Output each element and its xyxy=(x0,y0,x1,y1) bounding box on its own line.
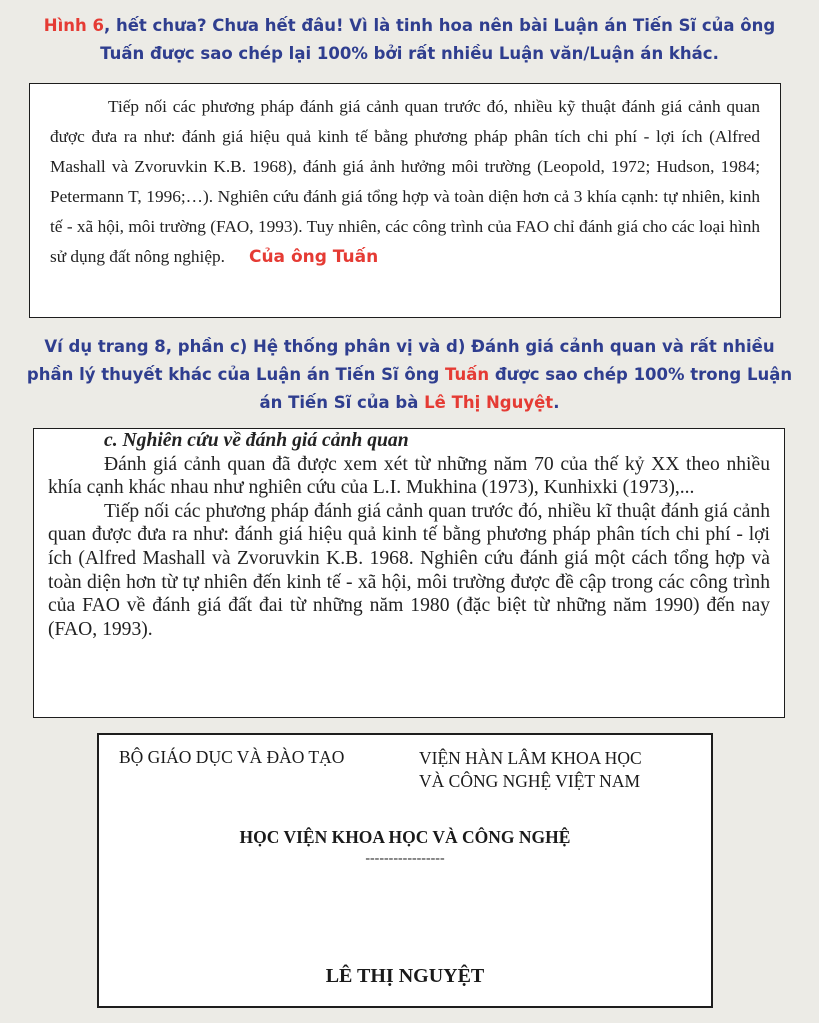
figure-label: Hình 6 xyxy=(43,16,104,35)
author-name: LÊ THỊ NGUYỆT xyxy=(325,965,485,987)
thesis-cover-page xyxy=(97,733,713,1008)
caption-hinh-6 xyxy=(20,12,799,68)
name-nguyet: Lê Thị Nguyệt xyxy=(424,393,554,412)
excerpt-paragraph: Tiếp nối các phương pháp đánh giá cảnh quan trước đó, nhiều kĩ thuật đánh giá cảnh quan được đưa ra như: đánh giá hiệu quả kinh tế bằng phương pháp phân tích chi phí - lợi ích (Alfred Mashall và Zvoruvkin K.B. 1968. Nghiên cứu đánh giá một cách tổng hợp và toàn diện hơn từ tự nhiên đến kinh tế - xã hội, môi trường được đề cập trong các công trình của FAO về đánh giá đất đai từ những năm 1980 (đặc biệt từ những năm 1990) đến nay (FAO, 1993). xyxy=(48,500,770,640)
academy-line: VIỆN HÀN LÂM KHOA HỌC xyxy=(419,748,642,768)
excerpt-body: Tiếp nối các phương pháp đánh giá cảnh quan trước đó, nhiều kỹ thuật đánh giá cảnh quan được đưa ra như: đánh giá hiệu quả kinh tế bằng phương pháp phân tích chi phí - lợi ích (Alfred Mashall và Zvoruvkin K.B. 1968), đánh giá ảnh hưởng môi trường (Leopold, 1972; Hudson, 1984; Petermann T, 1996;…). Nghiên cứu đánh giá tổng hợp và toàn diện hơn cả 3 khía cạnh: tự nhiên, kinh tế - xã hội, môi trường (FAO, 1993). Tuy nhiên, các công trình của FAO chỉ đánh giá cho các loại hình sử dụng đất nông nghiệp. xyxy=(50,97,760,266)
section-heading: c. Nghiên cứu về đánh giá cảnh quan xyxy=(104,430,409,451)
ministry-name: BỘ GIÁO DỤC VÀ ĐÀO TẠO xyxy=(119,747,345,767)
excerpt-paragraph: Đánh giá cảnh quan đã được xem xét từ những năm 70 của thế kỷ XX theo nhiều khía cạnh khác nhau như nghiên cứu của L.I. Mukhina (1973), Kunhixki (1973),... xyxy=(48,453,770,499)
caption-text: , hết chưa? Chưa hết đâu! Vì là tinh hoa nên bài Luận án Tiến Sĩ của ông Tuấn được sao chép lại 100% bởi rất nhiều Luận văn/Luận án khác. xyxy=(100,16,776,63)
name-tuan: Tuấn xyxy=(445,365,490,384)
excerpt-paragraph xyxy=(50,92,760,272)
author-tag: Của ông Tuấn xyxy=(248,247,379,267)
caption-example xyxy=(20,333,799,417)
separator-line: ----------------- xyxy=(365,851,445,866)
academy-name xyxy=(419,747,642,793)
caption-part: . xyxy=(553,393,560,412)
excerpt-nguyet-thesis xyxy=(33,428,785,718)
caption-part: được sao chép 100% trong Luận án Tiến Sĩ của bà xyxy=(259,365,793,412)
institute-name: HỌC VIỆN KHOA HỌC VÀ CÔNG NGHỆ xyxy=(239,827,571,847)
caption-part: Ví dụ trang 8, phần c) Hệ thống phân vị và d) Đánh giá cảnh quan và rất nhiều phần lý thuyết khác của Luận án Tiến Sĩ ông xyxy=(26,337,775,384)
academy-line: VÀ CÔNG NGHỆ VIỆT NAM xyxy=(419,771,641,791)
excerpt-tuan-thesis xyxy=(29,83,781,318)
